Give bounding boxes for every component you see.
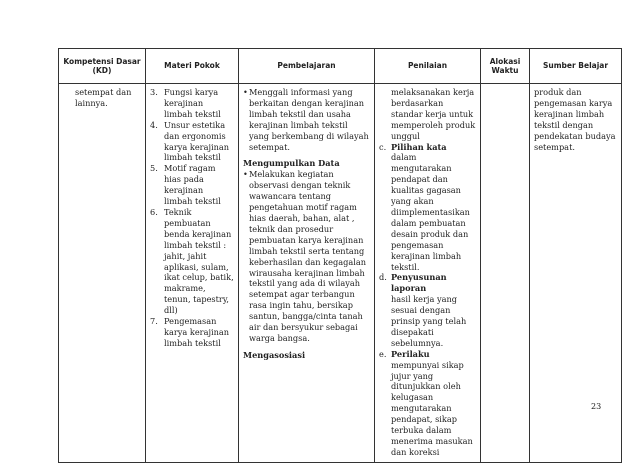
syllabus-table bbox=[58, 48, 622, 463]
header-materi-pokok: Materi Pokok bbox=[146, 49, 239, 84]
materi-list bbox=[150, 87, 234, 349]
list-item bbox=[150, 87, 234, 120]
list-letter: e. bbox=[379, 348, 387, 359]
penilaian-list bbox=[379, 142, 476, 458]
sumber-text: produk dan pengemasan karya kerajinan limbah tekstil dengan pendekatan budaya setempat. bbox=[534, 87, 616, 152]
list-number: 3. bbox=[150, 87, 158, 97]
bullet-text: Melakukan kegiatan observasi dengan teknik wawancara tentang pengetahuan motif ragam hias daerah, bahan, alat , teknik dan prosedur pembuatan karya kerajinan limbah tekstil serta tentang keberhasilan dan kegagalan wirausaha kerajinan limbah tekstil yang ada di wilayah setempat agar terbangun rasa ingin tahu, bersikap santun, bangga/cinta tanah air dan bersyukur sebagai warga bangsa. bbox=[249, 169, 366, 343]
header-pembelajaran: Pembelajaran bbox=[239, 49, 375, 84]
list-item bbox=[379, 272, 476, 348]
kd-text: setempat dan lainnya. bbox=[75, 87, 132, 108]
penilaian-continuation: melaksanakan kerja berdasarkan standar kerja untuk memperoleh produk unggul bbox=[391, 87, 476, 141]
header-alokasi-waktu: Alokasi Waktu bbox=[481, 49, 530, 84]
cell-alokasi-waktu bbox=[481, 84, 530, 463]
header-penilaian: Penilaian bbox=[375, 49, 481, 84]
list-item bbox=[150, 207, 234, 316]
item-text: hasil kerja yang sesuai dengan prinsip yang telah disepakati sebelumnya. bbox=[391, 294, 467, 348]
cell-materi-pokok bbox=[146, 84, 239, 463]
bullet-item bbox=[243, 169, 370, 344]
list-number: 4. bbox=[150, 119, 158, 130]
cell-kd bbox=[59, 84, 146, 463]
list-number: 7. bbox=[150, 316, 158, 327]
list-item bbox=[150, 316, 234, 349]
table-header-row bbox=[59, 49, 622, 84]
list-letter: d. bbox=[379, 272, 387, 283]
list-item bbox=[379, 142, 476, 273]
bullet-icon: • bbox=[243, 169, 248, 180]
list-text: Teknik pembuatan benda kerajinan limbah tekstil : jahit, jahit aplikasi, sulam, ikat celup, batik, makrame, tenun, tapestry, dll) bbox=[164, 206, 234, 316]
section-heading: Mengumpulkan Data bbox=[243, 158, 340, 169]
cell-penilaian bbox=[375, 84, 481, 463]
table-row bbox=[59, 84, 622, 463]
page-number: 23 bbox=[591, 402, 602, 411]
list-text: Fungsi karya kerajinan limbah tekstil bbox=[164, 87, 221, 119]
header-kd: Kompetensi Dasar (KD) bbox=[59, 49, 146, 84]
list-letter: c. bbox=[379, 141, 387, 152]
bullet-item bbox=[243, 87, 370, 152]
item-text: dalam mengutarakan pendapat dan kualitas gagasan yang akan diimplementasikan dalam pembuatan desain produk dan pengemasan kerajinan limbah tekstil. bbox=[391, 152, 470, 272]
cell-pembelajaran bbox=[239, 84, 375, 463]
cell-sumber-belajar bbox=[530, 84, 622, 463]
bullet-text: Menggali informasi yang berkaitan dengan kerajinan limbah tekstil dan usaha kerajinan limbah tekstil yang berkembang di wilayah setempat. bbox=[249, 87, 369, 152]
list-number: 6. bbox=[150, 206, 158, 217]
section-heading: Mengasosiasi bbox=[243, 349, 306, 360]
header-sumber-belajar: Sumber Belajar bbox=[530, 49, 622, 84]
item-title: Perilaku bbox=[391, 348, 430, 359]
list-text: Unsur estetika dan ergonomis karya kerajinan limbah tekstil bbox=[164, 119, 230, 163]
item-title: Pilihan kata bbox=[391, 141, 447, 152]
item-text: mempunyai sikap jujur yang ditunjukkan oleh kelugasan mengutarakan pendapat, sikap terbuka dalam menerima masukan dan koreksi bbox=[391, 359, 473, 457]
list-text: Motif ragam hias pada kerajinan limbah tekstil bbox=[164, 163, 221, 207]
list-text: Pengemasan karya kerajinan limbah tekstil bbox=[164, 316, 230, 348]
list-item bbox=[379, 349, 476, 458]
list-number: 5. bbox=[150, 163, 158, 174]
list-item bbox=[150, 120, 234, 164]
list-item bbox=[150, 163, 234, 207]
bullet-icon: • bbox=[243, 87, 248, 97]
item-title: Penyusunan laporan bbox=[391, 272, 447, 294]
